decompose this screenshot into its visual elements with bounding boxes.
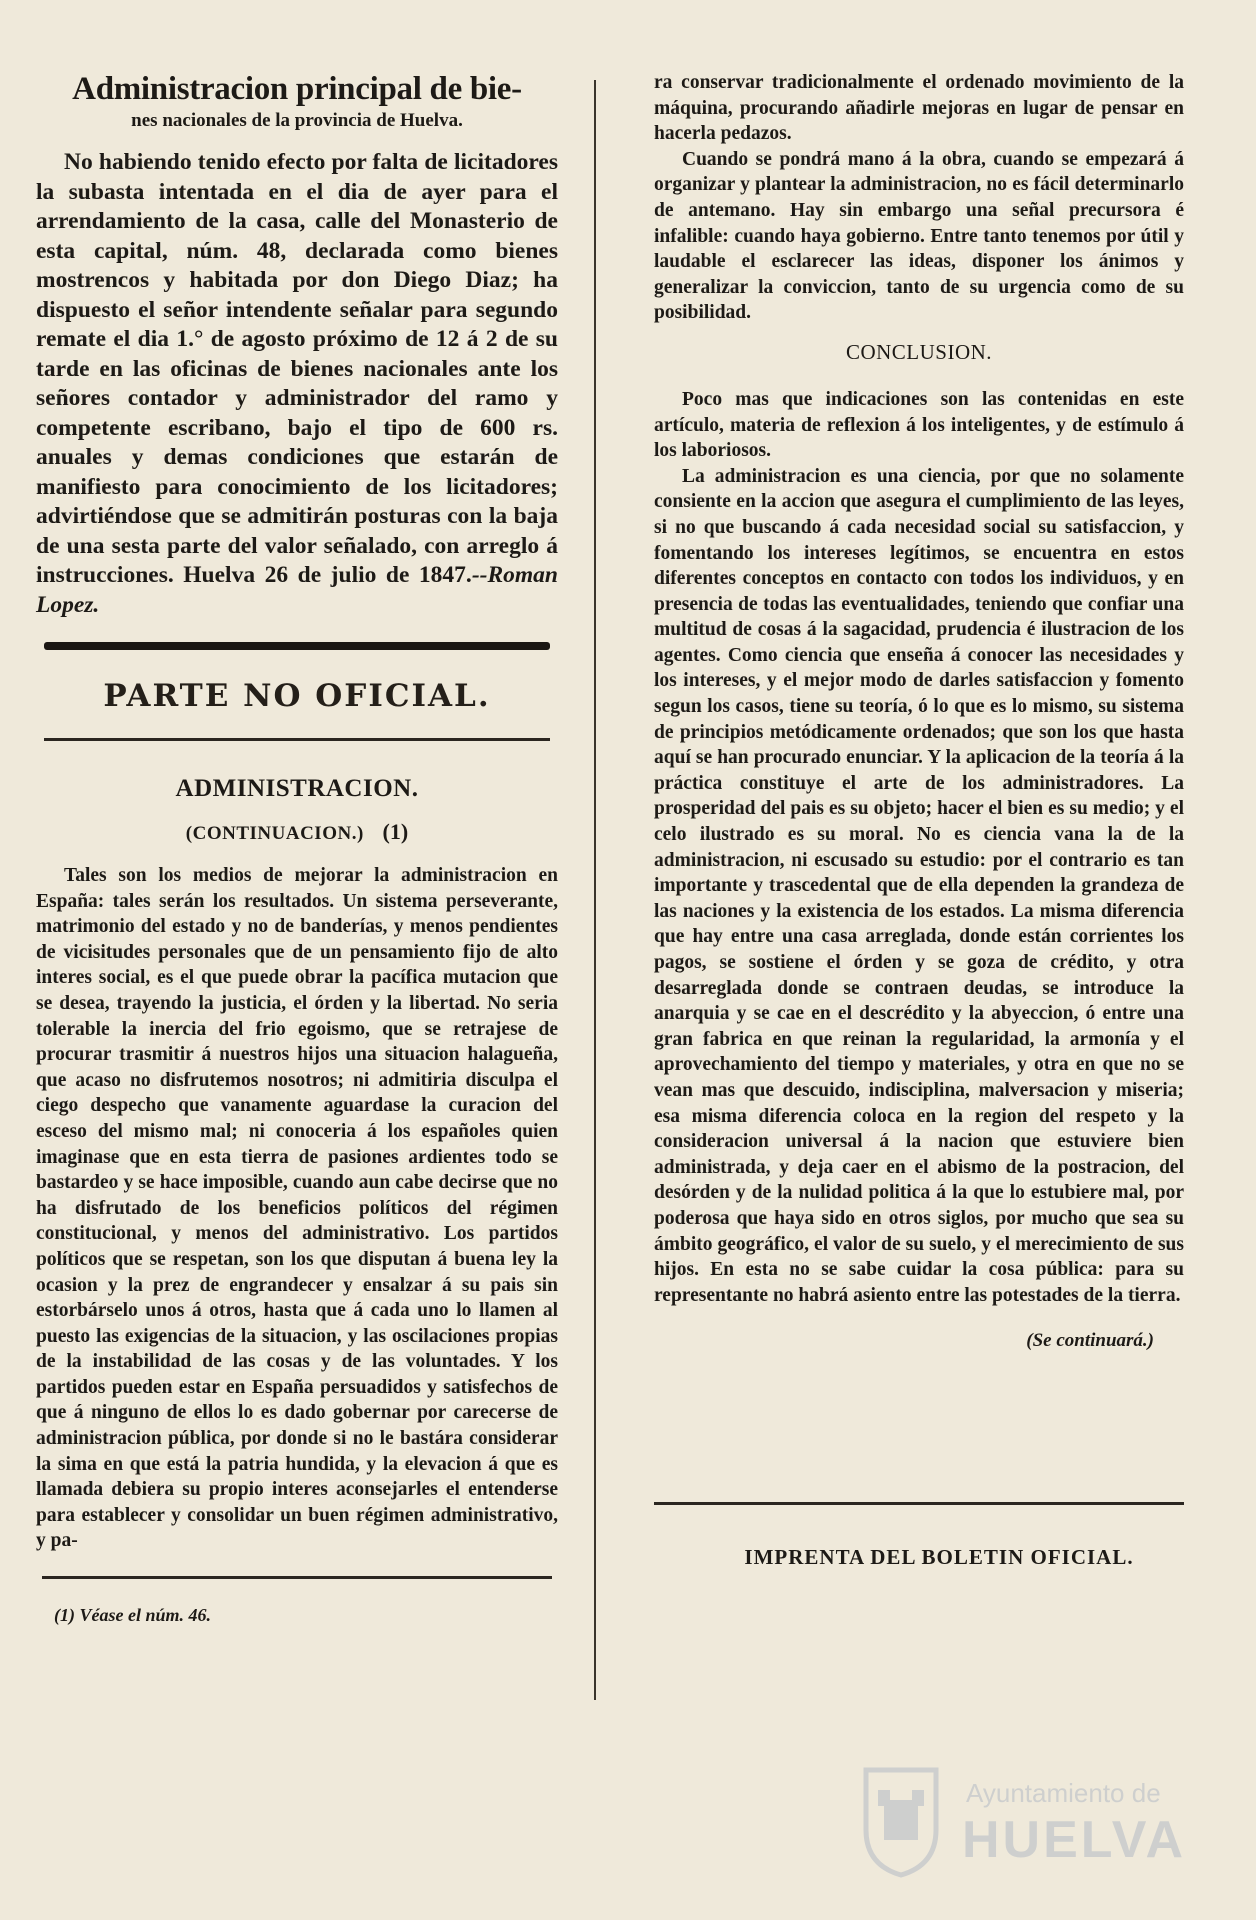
watermark-line1: Ayuntamiento de [966, 1778, 1161, 1808]
notice-subtitle: nes nacionales de la provincia de Huelva. [131, 110, 463, 131]
article-paragraph: Poco mas que indicaciones son las contenidas en este artículo, materia de reflexion á los inteligentes, y de estímulo á los laboriosos. [654, 388, 1184, 462]
notice-title: Administracion principal de bie- [72, 71, 522, 107]
imprint: IMPRENTA DEL BOLETIN OFICIAL. [744, 1545, 1134, 1570]
right-column [654, 70, 1184, 1570]
column-divider [594, 80, 596, 1700]
notice-text: No habiendo tenido efecto por falta de licitadores la subasta intentada en el dia de ayer para el arrendamiento de la casa, calle del Monasterio de esta capital, núm. 48, declarada como bienes mostrencos y habitada por don Diego Diaz; ha dispuesto el señor intendente señalar para segundo remate el dia 1.° de agosto próximo de 12 á 2 de su tarde en las oficinas de bienes nacionales ante los señores contador y administrador del ramo y competente escribano, bajo el tipo de 600 rs. anuales y demas condiciones que estarán de manifiesto para conocimiento de los licitadores; advirtiéndose que se admitirán posturas con la baja de una sesta parte del valor señalado, con arreglo á instrucciones. [36, 149, 558, 588]
section-heading: PARTE NO OFICIAL. [103, 678, 491, 714]
article-paragraph: ra conservar tradicionalmente el ordenado movimiento de la máquina, procurando añadirle mejoras en lugar de pensar en hacerla pedazos. [654, 72, 1184, 145]
thick-divider [44, 642, 550, 650]
notice-signature: --Roman Lopez. [36, 562, 558, 618]
notice-body [36, 148, 558, 620]
imprint-divider [654, 1502, 1184, 1505]
left-column [36, 70, 558, 1626]
article-title: ADMINISTRACION. [175, 775, 419, 802]
crest-icon [856, 1760, 946, 1880]
footnote-divider [42, 1576, 552, 1579]
continuation-label: (CONTINUACION.) [185, 823, 364, 844]
footnote-mark: (1) [382, 819, 409, 844]
article-body-right [654, 70, 1184, 326]
article-continuation [36, 819, 558, 845]
article-paragraph: Tales son los medios de mejorar la administracion en España: tales serán los resultados. Un sistema perseverante, matrimonio del estado y no de banderías, y menos pendientes de vicisitudes personales que de un pensamiento fijo de alto interes social, es el que puede obrar la pacífica mutacion que se desea, trayendo la justicia, el órden y la libertad. No seria tolerable la inercia del frio egoismo, que se retrajese de procurar trasmitir á nuestros hijos una situacion halagueña, que acaso no disfrutemos nosotros; ni admitiria disculpa el ciego despecho que vanamente aguardase la curacion del esceso del mismo mal; ni conoceria á los españoles quien imaginase que en esta tierra de pasiones ardientes todo se bastardeo y se hace imposible, cuando aun cabe decirse que no ha disfrutado de los beneficios políticos del régimen constitucional, y menos del administrativo. Los partidos políticos que se respetan, son los que disputan á buena ley la ocasion y la prez de engrandecer y ensalzar á su pais sin estorbárselo unos á otros, hasta que á cada uno lo llamen al puesto las exigencias de la situacion, y las oscilaciones propias de la instabilidad de las cosas y de las voluntades. Y los partidos pueden estar en España persuadidos y satisfechos de que á ninguno de ellos lo es dado gobernar por carecerse de administracion pública, por donde si no le bastára considerar la sima en que está la patria hundida, y la elevacion á que es llamada debiera su propio interes aconsejarles el entenderse para establecer y consolidar un buen régimen administrativo, y pa- [36, 865, 558, 1552]
watermark [856, 1760, 1186, 1890]
notice-date: Huelva 26 de julio de 1847. [183, 562, 472, 588]
watermark-line2: HUELVA [962, 1811, 1187, 1869]
article-paragraph: La administracion es una ciencia, por que no solamente consiente en la accion que asegura el cumplimiento de las leyes, si no que buscando á cada necesidad social su satisfaccion, y fomentando los intereses legítimos, se encuentra en estos diferentes conceptos en contacto con todos los individuos, y en presencia de todas las eventualidades, teniendo que confiar una multitud de cosas á la sagacidad, prudencia é ilustracion de los agentes. Como ciencia que enseña á conocer las necesidades y los intereses, y el mejor modo de darles satisfaccion y fomento segun los casos, tiene su teoría, ó lo que es lo mismo, su sistema de principios metódicamente ordenados; que son los que hasta aquí se han procurado enunciar. Y la aplicacion de la teoría á la práctica constituye el arte de los administradores. La prosperidad del pais es su objeto; hacer el bien es su medio; y el celo ilustrado es su moral. No es ciencia vana la de la administracion, ni escusado su estudio: por el contrario es tan importante y trascedental que de ella dependen la grandeza de las naciones y la existencia de los estados. La misma diferencia que hay entre una casa arreglada, donde están corrientes los pagos, se sostiene el órden y se goza de crédito, y otra desarreglada donde se contraen deudas, se introduce la anarquia y se cae en el descrédito y la abyeccion, ó entre una gran fabrica en que reinan la regularidad, la armonía y el aprovechamiento del tiempo y materiales, y otra en que no se vean mas que descuido, indisciplina, malversacion y miseria; esa misma diferencia coloca en la region del respeto y la consideracion universal á la nacion que estuviere bien administrada, y deja caer en el abismo de la postracion, del desórden y de la nulidad politica á la que lo estubiere mal, por poderosa que haya sido en otros siglos, por mucho que sea su ámbito geográfico, el valor de su suelo, y el merecimiento de sus hijos. En esta no se sabe cuidar la cosa pública: para su representante no habrá asiento entre las potestades de la tierra. [654, 465, 1184, 1306]
article-paragraph: Cuando se pondrá mano á la obra, cuando se empezará á organizar y plantear la administracion, no es fácil determinarlo de antemano. Hay sin embargo una señal precursora é infalible: cuando haya gobierno. Entre tanto tenemos por útil y laudable el esclarecer las ideas, disponer los ánimos y generalizar la conviccion, tanto de su urgencia como de su posibilidad. [654, 148, 1184, 324]
article-body-left [36, 863, 558, 1554]
conclusion-body [654, 387, 1184, 1308]
section-divider [44, 738, 550, 741]
footnote: (1) Véase el núm. 46. [54, 1605, 211, 1626]
to-be-continued: (Se continuará.) [1026, 1330, 1154, 1352]
conclusion-heading: CONCLUSION. [845, 339, 993, 364]
